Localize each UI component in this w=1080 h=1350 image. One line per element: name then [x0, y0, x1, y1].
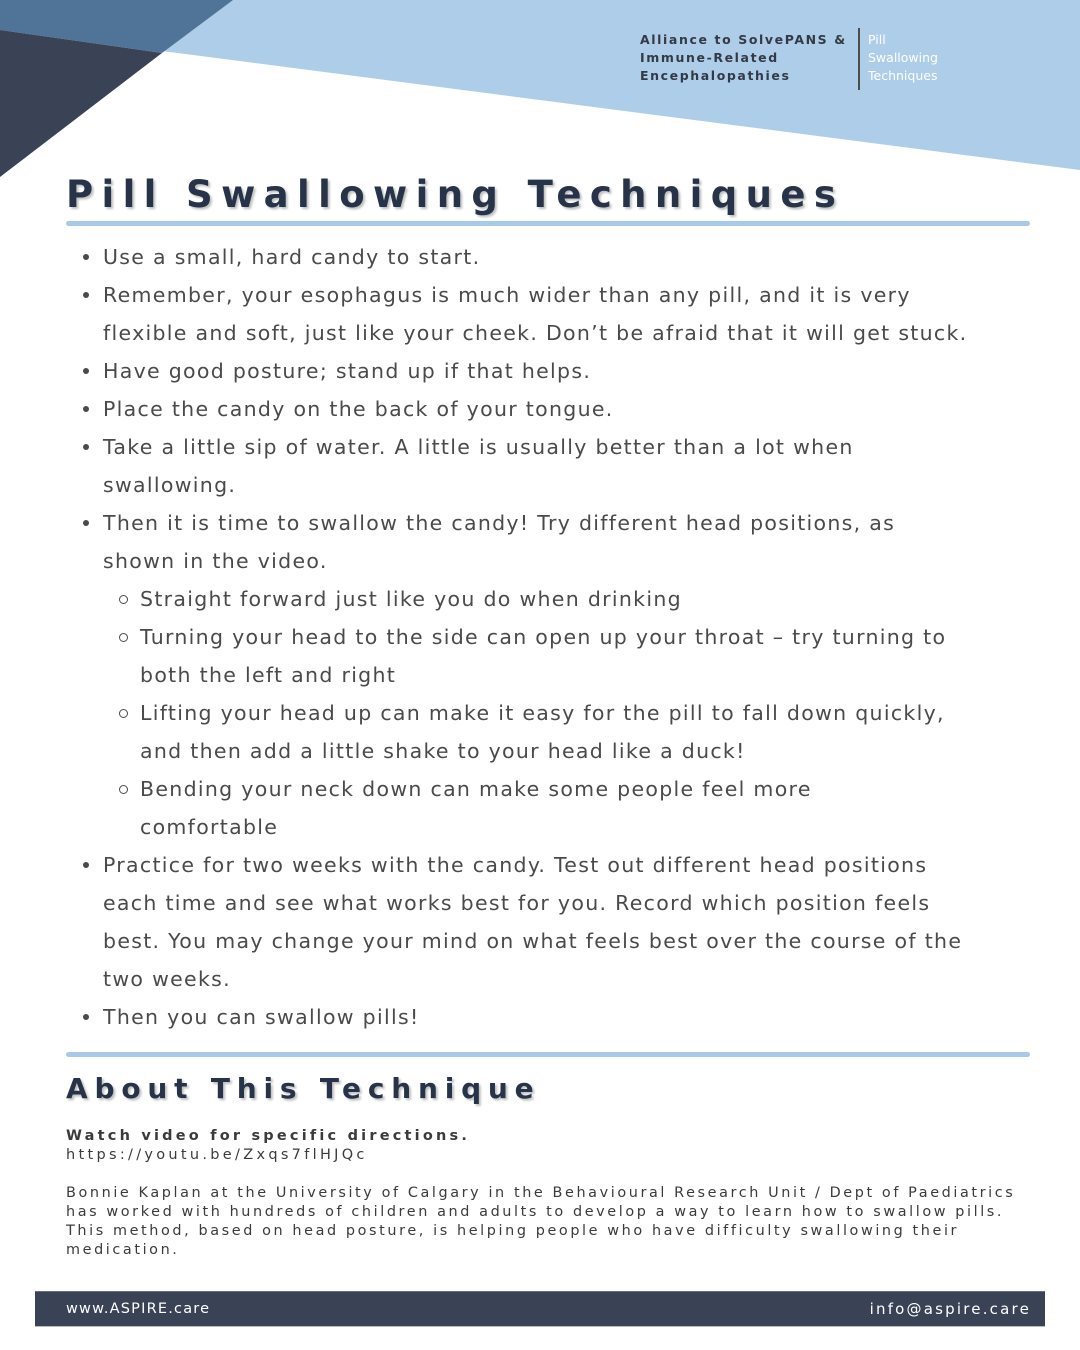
about-description: Bonnie Kaplan at the University of Calgary in the Behavioural Research Unit / Dept of Paediatrics has worked with hundreds of children and adults to develop a way to learn how to swallow pills. This method, based on head posture, is helping people who have difficulty swallowing their medication.: [66, 1185, 1016, 1258]
video-instruction: Watch video for specific directions.: [66, 1128, 471, 1144]
video-link[interactable]: https://youtu.be/Zxqs7flHJQc: [66, 1147, 368, 1163]
list-item-line: Then you can swallow pills!: [103, 1005, 420, 1029]
list-item: [66, 504, 1041, 580]
list-item: [66, 428, 1041, 504]
title-underline: [66, 221, 1030, 226]
list-item-line: Practice for two weeks with the candy. Test out different head positions: [103, 853, 928, 877]
list-item: [66, 846, 1041, 998]
sub-list-item: [66, 694, 1041, 770]
list-item-line: Place the candy on the back of your tongue.: [103, 397, 614, 421]
list-item-line: Then it is time to swallow the candy! Try different head positions, as: [103, 511, 896, 535]
list-item-line: Use a small, hard candy to start.: [103, 245, 481, 269]
list-item: [66, 276, 1041, 352]
technique-list: [66, 238, 1041, 1036]
doc-line-2: Swallowing: [868, 50, 938, 65]
header-divider: [858, 28, 860, 90]
list-item: [66, 238, 1041, 276]
doc-line-3: Techniques: [868, 68, 938, 83]
org-line-2: Immune-Related: [640, 50, 779, 65]
list-item-line: two weeks.: [103, 967, 231, 991]
sub-list-item: [66, 618, 1041, 694]
about-section-title: About This Technique: [66, 1072, 541, 1105]
section-divider: [66, 1052, 1030, 1057]
org-line-3: Encephalopathies: [640, 68, 791, 83]
list-item-line: Lifting your head up can make it easy for the pill to fall down quickly,: [140, 701, 945, 725]
list-item-line: shown in the video.: [103, 549, 328, 573]
website-link[interactable]: www.ASPIRE.care: [66, 1301, 211, 1317]
doc-line-1: Pill: [868, 32, 886, 47]
list-item-line: each time and see what works best for you. Record which position feels: [103, 891, 931, 915]
header-branding: [640, 31, 938, 90]
list-item-line: flexible and soft, just like your cheek. Don’t be afraid that it will get stuck.: [103, 321, 968, 345]
dark-navy-triangle: [0, 30, 162, 177]
list-item: [66, 998, 1041, 1036]
sub-list-item: [66, 580, 1041, 618]
list-item-line: Take a little sip of water. A little is usually better than a lot when: [103, 435, 854, 459]
sub-list-item: [66, 770, 1041, 846]
list-item-line: Straight forward just like you do when drinking: [140, 587, 682, 611]
list-item-line: swallowing.: [103, 473, 237, 497]
list-item-line: best. You may change your mind on what feels best over the course of the: [103, 929, 963, 953]
list-item-line: Remember, your esophagus is much wider than any pill, and it is very: [103, 283, 911, 307]
list-item-line: both the left and right: [140, 663, 397, 687]
list-item-line: Have good posture; stand up if that helps.: [103, 359, 592, 383]
list-item: [66, 352, 1041, 390]
list-item-line: and then add a little shake to your head like a duck!: [140, 739, 746, 763]
list-item-line: comfortable: [140, 815, 279, 839]
list-item-line: Turning your head to the side can open up your throat – try turning to: [140, 625, 947, 649]
list-item-line: Bending your neck down can make some people feel more: [140, 777, 812, 801]
header-background-shapes: [0, 0, 1080, 200]
list-item: [66, 390, 1041, 428]
footer-bar: [35, 1291, 1045, 1327]
document-name: [868, 31, 938, 90]
page-title: Pill Swallowing Techniques: [66, 173, 845, 216]
org-line-1: Alliance to SolvePANS &: [640, 32, 847, 47]
organization-name: [640, 31, 852, 90]
email-link[interactable]: info@aspire.care: [869, 1300, 1031, 1318]
